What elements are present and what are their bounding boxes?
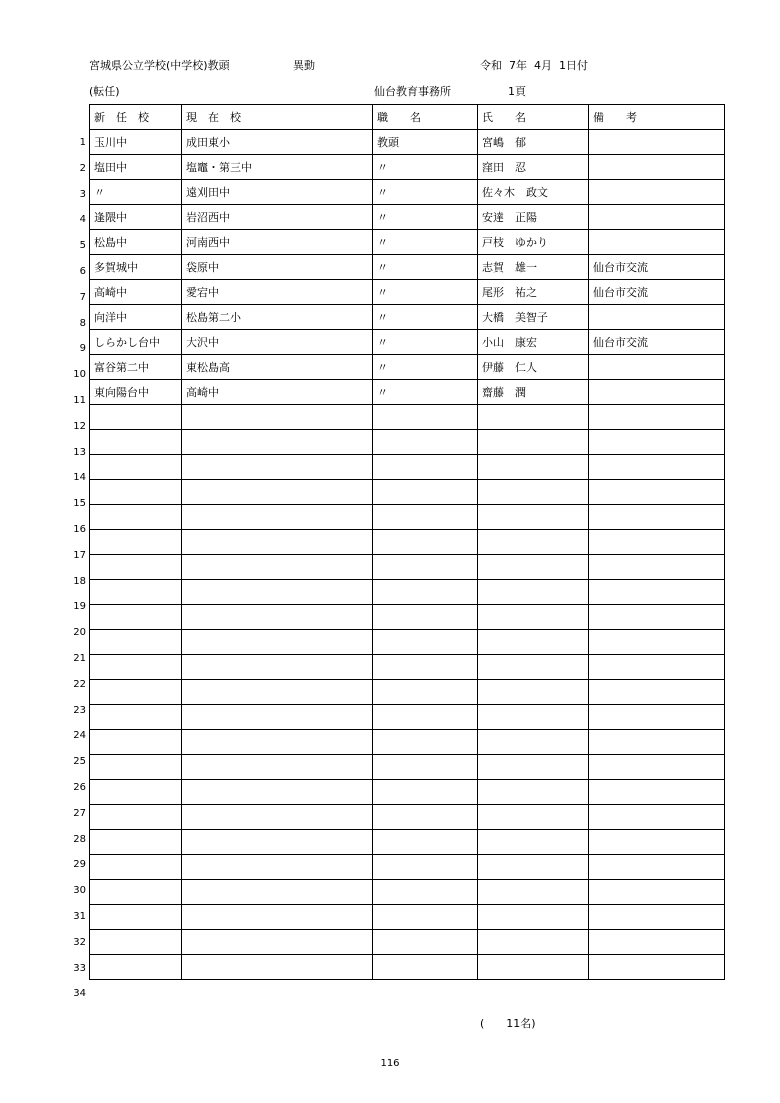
cell-new-school <box>90 430 182 455</box>
table-row <box>90 555 725 580</box>
cell-name <box>478 505 589 530</box>
table-row <box>90 955 725 980</box>
cell-position <box>373 855 478 880</box>
document-date: 令和 7年 4月 1日付 <box>480 59 588 72</box>
row-number: 10 <box>73 369 86 381</box>
cell-new-school <box>90 730 182 755</box>
cell-note <box>589 755 725 780</box>
table-row <box>90 255 725 280</box>
cell-new-school <box>90 480 182 505</box>
row-number: 1 <box>79 137 86 148</box>
cell-note <box>589 855 725 880</box>
row-number: 28 <box>73 833 86 845</box>
page-label: 1頁 <box>508 85 526 98</box>
cell-name <box>478 955 589 980</box>
cell-current-school <box>182 455 373 480</box>
cell-note <box>589 605 725 630</box>
cell-position: 〃 <box>373 355 478 380</box>
cell-new-school: 高崎中 <box>90 280 182 305</box>
cell-current-school <box>182 630 373 655</box>
cell-note <box>589 955 725 980</box>
cell-position: 〃 <box>373 230 478 255</box>
cell-name <box>478 905 589 930</box>
cell-current-school <box>182 505 373 530</box>
row-number: 2 <box>79 162 86 174</box>
cell-name: 佐々木 政文 <box>478 180 589 205</box>
cell-name: 志賀 雄一 <box>478 255 589 280</box>
cell-position: 〃 <box>373 155 478 180</box>
table-row <box>90 705 725 730</box>
cell-current-school <box>182 405 373 430</box>
table-row <box>90 755 725 780</box>
row-number: 18 <box>73 575 86 587</box>
cell-note <box>589 555 725 580</box>
cell-current-school <box>182 780 373 805</box>
cell-new-school <box>90 705 182 730</box>
row-number: 17 <box>73 549 86 561</box>
row-number: 16 <box>73 524 86 535</box>
cell-position: 〃 <box>373 330 478 355</box>
cell-name <box>478 855 589 880</box>
transfer-table <box>89 104 725 980</box>
cell-name <box>478 680 589 705</box>
cell-new-school <box>90 455 182 480</box>
cell-current-school <box>182 430 373 455</box>
cell-note: 仙台市交流 <box>589 330 725 355</box>
cell-position: 教頭 <box>373 130 478 155</box>
cell-current-school <box>182 880 373 905</box>
table-row <box>90 505 725 530</box>
header-new-school: 新 任 校 <box>90 105 182 130</box>
cell-position <box>373 780 478 805</box>
cell-position <box>373 605 478 630</box>
cell-current-school <box>182 755 373 780</box>
cell-name <box>478 780 589 805</box>
row-number: 13 <box>73 446 86 458</box>
cell-new-school <box>90 930 182 955</box>
cell-name <box>478 705 589 730</box>
cell-current-school: 大沢中 <box>182 330 373 355</box>
row-number: 12 <box>73 420 86 432</box>
row-number: 5 <box>79 240 86 252</box>
cell-note <box>589 405 725 430</box>
table-row <box>90 580 725 605</box>
row-number: 25 <box>73 756 86 768</box>
cell-current-school <box>182 680 373 705</box>
table-row <box>90 230 725 255</box>
cell-position: 〃 <box>373 280 478 305</box>
cell-position <box>373 530 478 555</box>
cell-name <box>478 930 589 955</box>
cell-name <box>478 480 589 505</box>
cell-note <box>589 805 725 830</box>
cell-name: 尾形 祐之 <box>478 280 589 305</box>
cell-current-school <box>182 605 373 630</box>
table-row <box>90 155 725 180</box>
cell-new-school <box>90 780 182 805</box>
cell-name <box>478 605 589 630</box>
cell-position: 〃 <box>373 255 478 280</box>
cell-new-school <box>90 755 182 780</box>
cell-current-school: 河南西中 <box>182 230 373 255</box>
cell-note <box>589 680 725 705</box>
cell-position <box>373 630 478 655</box>
cell-position <box>373 930 478 955</box>
table-row <box>90 630 725 655</box>
cell-new-school: 松島中 <box>90 230 182 255</box>
cell-name: 安達 正陽 <box>478 205 589 230</box>
row-number: 8 <box>79 317 86 329</box>
table-row <box>90 355 725 380</box>
cell-new-school <box>90 955 182 980</box>
cell-new-school <box>90 580 182 605</box>
header-note: 備 考 <box>589 105 725 130</box>
cell-name <box>478 655 589 680</box>
cell-note <box>589 180 725 205</box>
cell-name: 伊藤 仁人 <box>478 355 589 380</box>
row-number: 26 <box>73 782 86 793</box>
cell-note <box>589 355 725 380</box>
cell-note <box>589 480 725 505</box>
table-row <box>90 130 725 155</box>
cell-note <box>589 905 725 930</box>
table-row <box>90 805 725 830</box>
cell-new-school: しらかし台中 <box>90 330 182 355</box>
row-number: 29 <box>73 859 86 871</box>
row-number: 15 <box>73 498 86 510</box>
cell-note <box>589 655 725 680</box>
cell-note: 仙台市交流 <box>589 280 725 305</box>
row-number: 6 <box>79 266 86 277</box>
table-row <box>90 905 725 930</box>
office-name: 仙台教育事務所 <box>374 85 451 98</box>
cell-note <box>589 380 725 405</box>
row-number: 31 <box>73 911 86 922</box>
header-position: 職 名 <box>373 105 478 130</box>
cell-name <box>478 730 589 755</box>
table-row <box>90 205 725 230</box>
cell-position <box>373 655 478 680</box>
cell-note <box>589 705 725 730</box>
table-row <box>90 730 725 755</box>
cell-current-school <box>182 655 373 680</box>
cell-current-school <box>182 830 373 855</box>
cell-note <box>589 780 725 805</box>
table-row <box>90 280 725 305</box>
cell-current-school <box>182 730 373 755</box>
cell-new-school <box>90 605 182 630</box>
cell-current-school <box>182 855 373 880</box>
row-number: 34 <box>73 988 86 1000</box>
cell-position <box>373 405 478 430</box>
cell-name: 大橋 美智子 <box>478 305 589 330</box>
cell-note <box>589 730 725 755</box>
header-name: 氏 名 <box>478 105 589 130</box>
cell-position <box>373 830 478 855</box>
row-number: 24 <box>73 730 86 742</box>
cell-current-school: 岩沼西中 <box>182 205 373 230</box>
cell-new-school <box>90 630 182 655</box>
table-row <box>90 530 725 555</box>
cell-note <box>589 630 725 655</box>
document-title: 宮城県公立学校(中学校)教頭 <box>89 59 230 72</box>
cell-position <box>373 480 478 505</box>
cell-name <box>478 880 589 905</box>
cell-name <box>478 630 589 655</box>
cell-note <box>589 430 725 455</box>
cell-new-school: 逢隈中 <box>90 205 182 230</box>
cell-new-school <box>90 655 182 680</box>
cell-new-school <box>90 905 182 930</box>
cell-name: 宮嶋 郁 <box>478 130 589 155</box>
cell-name <box>478 805 589 830</box>
cell-new-school: 東向陽台中 <box>90 380 182 405</box>
cell-new-school <box>90 530 182 555</box>
table-row <box>90 855 725 880</box>
cell-position <box>373 580 478 605</box>
table-row <box>90 380 725 405</box>
cell-current-school <box>182 580 373 605</box>
cell-position <box>373 455 478 480</box>
cell-position <box>373 955 478 980</box>
cell-note <box>589 455 725 480</box>
table-row <box>90 480 725 505</box>
table-row <box>90 780 725 805</box>
table-row <box>90 430 725 455</box>
cell-position <box>373 705 478 730</box>
cell-position <box>373 555 478 580</box>
cell-name <box>478 580 589 605</box>
table-row <box>90 680 725 705</box>
page-number: 116 <box>380 1058 400 1069</box>
cell-note <box>589 530 725 555</box>
cell-note <box>589 580 725 605</box>
cell-note: 仙台市交流 <box>589 255 725 280</box>
table-row <box>90 880 725 905</box>
cell-note <box>589 205 725 230</box>
cell-name: 小山 康宏 <box>478 330 589 355</box>
cell-name: 齋藤 潤 <box>478 380 589 405</box>
cell-current-school <box>182 955 373 980</box>
cell-name: 戸枝 ゆかり <box>478 230 589 255</box>
cell-position <box>373 755 478 780</box>
cell-new-school <box>90 505 182 530</box>
cell-note <box>589 505 725 530</box>
table-row <box>90 605 725 630</box>
table-row <box>90 655 725 680</box>
row-number: 23 <box>73 704 86 716</box>
document-subtitle: (転任) <box>89 85 120 98</box>
row-number: 30 <box>73 885 86 897</box>
cell-current-school: 愛宕中 <box>182 280 373 305</box>
cell-current-school <box>182 530 373 555</box>
cell-name <box>478 555 589 580</box>
cell-new-school: 向洋中 <box>90 305 182 330</box>
cell-current-school <box>182 555 373 580</box>
cell-note <box>589 130 725 155</box>
cell-new-school <box>90 880 182 905</box>
cell-current-school: 塩竈・第三中 <box>182 155 373 180</box>
cell-position <box>373 505 478 530</box>
row-number: 33 <box>73 962 86 974</box>
cell-position <box>373 905 478 930</box>
row-number: 14 <box>73 472 86 484</box>
row-number: 22 <box>73 678 86 690</box>
cell-new-school: 玉川中 <box>90 130 182 155</box>
row-number: 20 <box>73 627 86 639</box>
table-row <box>90 305 725 330</box>
cell-new-school: 〃 <box>90 180 182 205</box>
cell-note <box>589 155 725 180</box>
cell-current-school: 遠刈田中 <box>182 180 373 205</box>
table-row <box>90 405 725 430</box>
cell-note <box>589 830 725 855</box>
cell-note <box>589 230 725 255</box>
cell-current-school: 松島第二小 <box>182 305 373 330</box>
cell-name <box>478 755 589 780</box>
row-number: 32 <box>73 936 86 948</box>
cell-current-school: 高崎中 <box>182 380 373 405</box>
row-number: 27 <box>73 807 86 819</box>
cell-current-school: 袋原中 <box>182 255 373 280</box>
table-row <box>90 930 725 955</box>
document-kind: 異動 <box>293 59 315 72</box>
cell-new-school <box>90 830 182 855</box>
cell-position <box>373 430 478 455</box>
row-number: 3 <box>79 188 86 200</box>
cell-position: 〃 <box>373 305 478 330</box>
header-current-school: 現 在 校 <box>182 105 373 130</box>
cell-current-school <box>182 705 373 730</box>
cell-name <box>478 455 589 480</box>
cell-position: 〃 <box>373 180 478 205</box>
table-body <box>90 130 725 980</box>
row-number: 19 <box>73 601 86 613</box>
cell-position <box>373 880 478 905</box>
row-number: 9 <box>79 343 86 355</box>
cell-name <box>478 530 589 555</box>
table-header-row <box>90 105 725 130</box>
cell-name <box>478 405 589 430</box>
row-number: 21 <box>73 653 86 664</box>
table-row <box>90 455 725 480</box>
cell-note <box>589 305 725 330</box>
cell-current-school <box>182 805 373 830</box>
cell-current-school: 東松島高 <box>182 355 373 380</box>
cell-new-school <box>90 680 182 705</box>
cell-current-school: 成田東小 <box>182 130 373 155</box>
cell-current-school <box>182 905 373 930</box>
cell-new-school: 多賀城中 <box>90 255 182 280</box>
cell-new-school <box>90 405 182 430</box>
table-row <box>90 180 725 205</box>
table-row <box>90 330 725 355</box>
cell-current-school <box>182 480 373 505</box>
cell-note <box>589 930 725 955</box>
row-number: 4 <box>79 214 86 226</box>
cell-new-school: 富谷第二中 <box>90 355 182 380</box>
table-row <box>90 830 725 855</box>
cell-position <box>373 805 478 830</box>
cell-position <box>373 680 478 705</box>
row-number: 7 <box>79 291 86 303</box>
cell-current-school <box>182 930 373 955</box>
cell-position <box>373 730 478 755</box>
row-number: 11 <box>73 395 86 406</box>
cell-position: 〃 <box>373 380 478 405</box>
cell-name <box>478 830 589 855</box>
cell-name <box>478 430 589 455</box>
cell-new-school <box>90 855 182 880</box>
cell-note <box>589 880 725 905</box>
cell-new-school <box>90 555 182 580</box>
total-count: ( 11名) <box>480 1017 536 1030</box>
cell-position: 〃 <box>373 205 478 230</box>
cell-new-school: 塩田中 <box>90 155 182 180</box>
cell-name: 窪田 忍 <box>478 155 589 180</box>
cell-new-school <box>90 805 182 830</box>
